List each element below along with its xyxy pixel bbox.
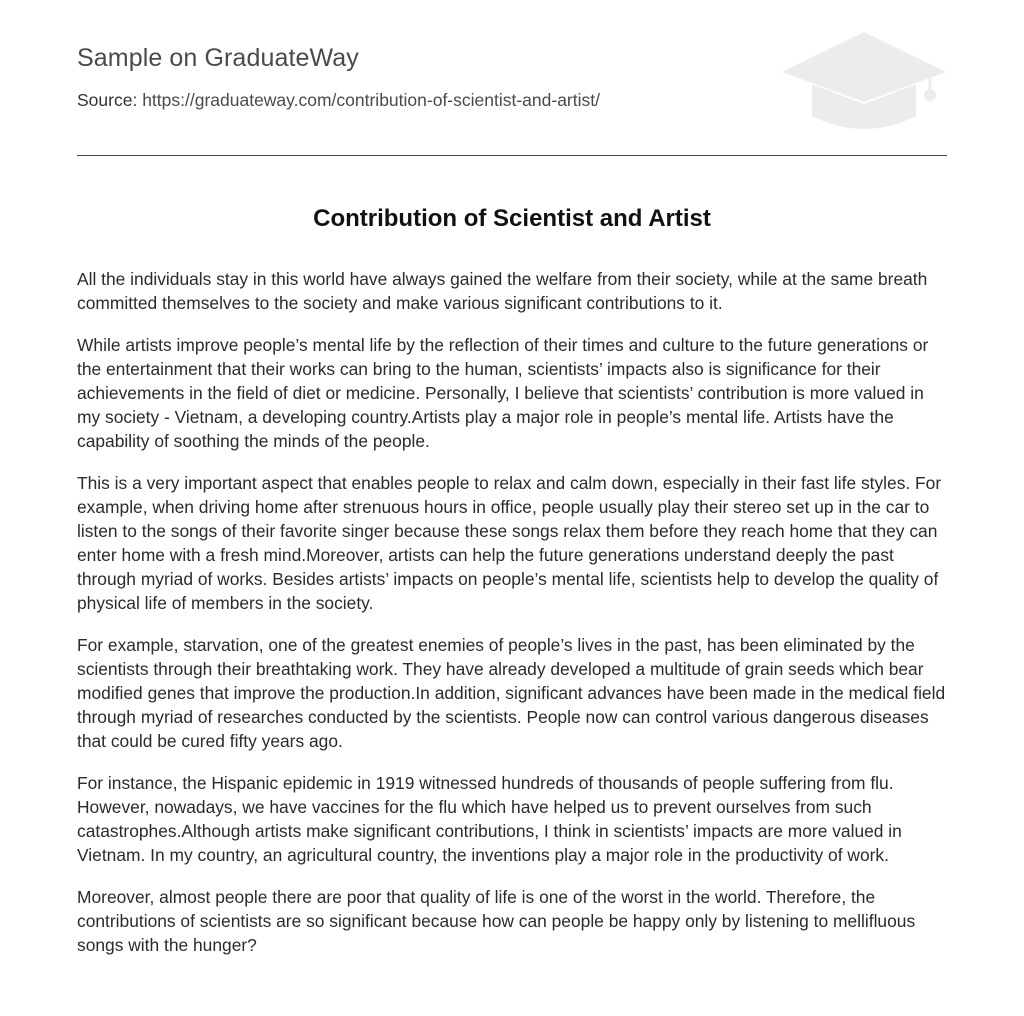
paragraph: For example, starvation, one of the greatest enemies of people’s lives in the past, has been eliminated by the scientists through their breathtaking work. They have already developed a multitude of grain seeds which bear modified genes that improve the production.In addition, significant advances have been made in the medical field through myriad of researches conducted by the scientists. People now can control various dangerous diseases that could be cured fifty years ago. <box>77 635 946 751</box>
source-label: Source: <box>77 90 143 110</box>
document-title: Contribution of Scientist and Artist <box>313 205 711 232</box>
graduation-cap-icon <box>780 30 948 134</box>
header-divider <box>77 155 947 156</box>
paragraph: This is a very important aspect that enables people to relax and calm down, especially in their fast life styles. For example, when driving home after strenuous hours in office, people usually play their stereo set up in the car to listen to the songs of their favorite singer because these songs relax them before they reach home that they can enter home with a fresh mind.Moreover, artists can help the future generations understand deeply the past through myriad of works. Besides artists’ impacts on people’s mental life, scientists help to develop the quality of physical life of members in the society. <box>77 473 942 613</box>
paragraph: All the individuals stay in this world have always gained the welfare from their society, while at the same breath committed themselves to the society and make various significant contributions to it. <box>77 269 928 313</box>
source-link[interactable]: https://graduateway.com/contribution-of-scientist-and-artist/ <box>142 90 600 110</box>
document-body <box>77 267 949 975</box>
paragraph: For instance, the Hispanic epidemic in 1919 witnessed hundreds of thousands of people suffering from flu. However, nowadays, we have vaccines for the flu which have helped us to prevent ourselves from such catastrophes.Although artists make significant contributions, I think in scientists’ impacts are more valued in Vietnam. In my country, an agricultural country, the inventions play a major role in the productivity of work. <box>77 773 902 865</box>
site-title: Sample on GraduateWay <box>77 44 359 72</box>
paragraph: Moreover, almost people there are poor that quality of life is one of the worst in the world. Therefore, the contributions of scientists are so significant because how can people be happy only by listening to mellifluous songs with the hunger? <box>77 887 916 955</box>
paragraph: While artists improve people’s mental life by the reflection of their times and culture to the future generations or the entertainment that their works can bring to the human, scientists’ impacts also is significance for their achievements in the field of diet or medicine. Personally, I believe that scientists’ contribution is more valued in my society - Vietnam, a developing country.Artists play a major role in people’s mental life. Artists have the capability of soothing the minds of the people. <box>77 335 929 451</box>
page-header <box>77 0 947 156</box>
source-line <box>77 90 600 111</box>
